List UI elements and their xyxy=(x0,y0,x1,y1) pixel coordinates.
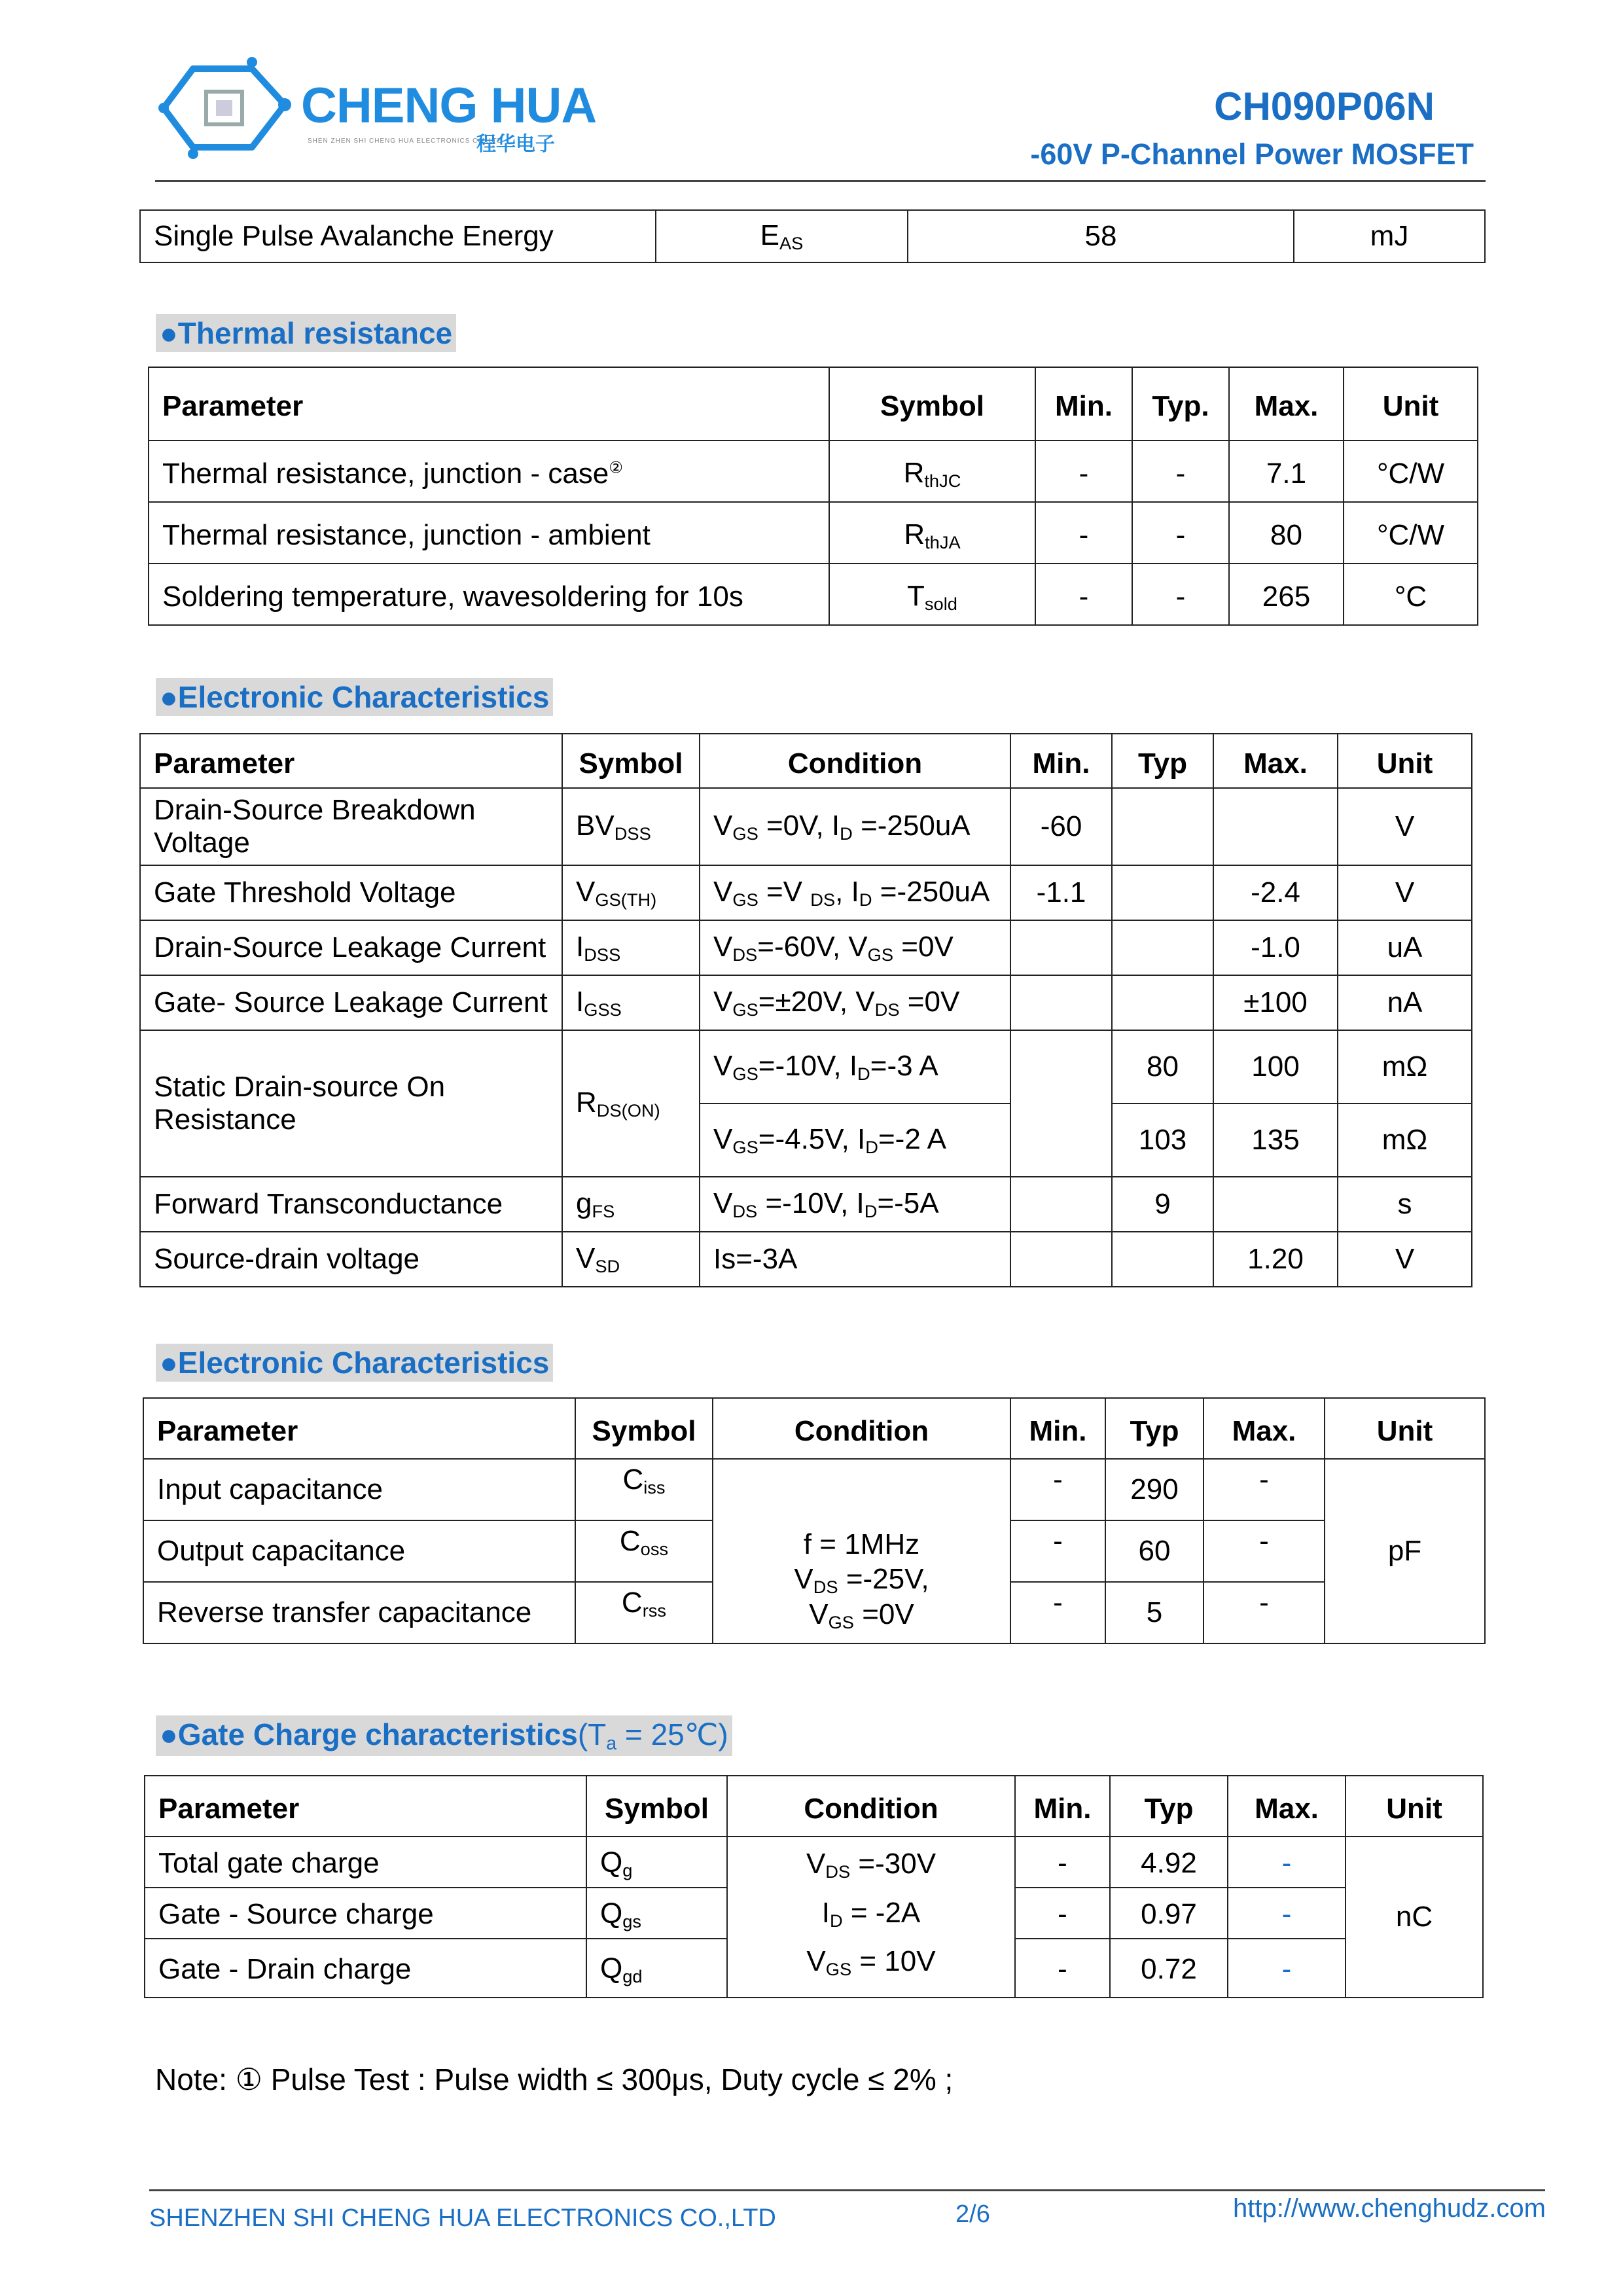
e1-symbol: $g_{FS}$ xyxy=(562,1177,700,1232)
thermal-symbol: $T_{sold}$ xyxy=(829,564,1035,625)
thermal-max: 7.1 xyxy=(1229,440,1344,502)
footnote-marker: ② xyxy=(609,459,623,477)
part-number: CH090P06N xyxy=(1214,84,1435,128)
e2-typ: 5 xyxy=(1105,1582,1204,1643)
column-header-typ: Typ xyxy=(1105,1398,1204,1459)
e1-symbol: $V_{SD}$ xyxy=(562,1232,700,1287)
column-header-parameter: Parameter xyxy=(145,1776,586,1837)
logo-text: CHENG HUA xyxy=(301,78,597,134)
e1-symbol: $V_{GS(TH)}$ xyxy=(562,865,700,920)
e1-unit: mΩ xyxy=(1338,1030,1472,1103)
e1-max: -1.0 xyxy=(1213,920,1338,975)
e1-condition: $V_{GS} =V$ $_{DS}$, $I_D =-250uA$ xyxy=(700,865,1010,920)
gc-unit: nC xyxy=(1346,1837,1483,1998)
column-header-condition: Condition xyxy=(700,734,1010,788)
e1-typ: 103 xyxy=(1112,1103,1213,1177)
e2-parameter: Reverse transfer capacitance xyxy=(143,1582,575,1643)
e1-parameter: Source-drain voltage xyxy=(140,1232,562,1287)
column-header-max: Max. xyxy=(1213,734,1338,788)
e1-min xyxy=(1010,1232,1112,1287)
table-row xyxy=(140,920,1472,975)
column-header-parameter: Parameter xyxy=(143,1398,575,1459)
e1-min xyxy=(1010,1030,1112,1177)
column-header-min: Min. xyxy=(1010,1398,1105,1459)
e1-condition: $V_{DS} =-10V$, $I_D=-5A$ xyxy=(700,1177,1010,1232)
e1-unit: s xyxy=(1338,1177,1472,1232)
electronic-characteristics-table-1 xyxy=(139,733,1472,1287)
e1-max: ±100 xyxy=(1213,975,1338,1030)
electronic-characteristics-table-2 xyxy=(143,1397,1486,1644)
e2-symbol: $C_{rss}$ xyxy=(575,1582,713,1643)
thermal-max: 80 xyxy=(1229,502,1344,564)
e2-unit: pF xyxy=(1325,1459,1485,1643)
e1-max xyxy=(1213,1177,1338,1232)
gc-min: - xyxy=(1015,1837,1110,1888)
table-row xyxy=(140,1232,1472,1287)
column-header-unit: Unit xyxy=(1338,734,1472,788)
e1-symbol: $I_{GSS}$ xyxy=(562,975,700,1030)
e1-unit: mΩ xyxy=(1338,1103,1472,1177)
e1-typ xyxy=(1112,1232,1213,1287)
thermal-parameter: Soldering temperature, wavesoldering for 10s xyxy=(149,564,829,625)
column-header-min: Min. xyxy=(1010,734,1112,788)
thermal-typ: - xyxy=(1132,564,1229,625)
header-divider xyxy=(155,180,1486,182)
column-header-condition: Condition xyxy=(727,1776,1015,1837)
thermal-symbol: $R_{thJA}$ xyxy=(829,502,1035,564)
table-row xyxy=(140,210,1485,262)
product-subtitle: -60V P-Channel Power MOSFET xyxy=(1030,137,1474,171)
e2-parameter: Input capacitance xyxy=(143,1459,575,1520)
thermal-typ: - xyxy=(1132,502,1229,564)
column-header-min: Min. xyxy=(1035,367,1132,440)
section-title-gate-charge: ●Gate Charge $characteristics(T_a$ = 25℃) xyxy=(156,1715,732,1756)
thermal-max: 265 xyxy=(1229,564,1344,625)
column-header-symbol: Symbol xyxy=(562,734,700,788)
e1-min xyxy=(1010,975,1112,1030)
thermal-typ: - xyxy=(1132,440,1229,502)
gc-symbol: $Q_g$ xyxy=(586,1837,727,1888)
column-header-max: Max. xyxy=(1229,367,1344,440)
gc-max: - xyxy=(1228,1837,1346,1888)
table-row xyxy=(143,1459,1485,1520)
e1-max: -2.4 xyxy=(1213,865,1338,920)
thermal-min: - xyxy=(1035,440,1132,502)
gc-symbol: $Q_{gs}$ xyxy=(586,1888,727,1939)
thermal-min: - xyxy=(1035,564,1132,625)
header-row xyxy=(140,734,1472,788)
table-row xyxy=(149,502,1478,564)
gate-charge-table xyxy=(144,1775,1484,1998)
e2-parameter: Output capacitance xyxy=(143,1520,575,1582)
gc-min: - xyxy=(1015,1888,1110,1939)
thermal-unit: °C/W xyxy=(1344,502,1478,564)
e2-max: - xyxy=(1204,1459,1325,1520)
e1-condition: $V_{GS}=-4.5V$, $I_D=-2$ A xyxy=(700,1103,1010,1177)
thermal-parameter: Thermal resistance, junction - ambient xyxy=(149,502,829,564)
column-header-unit: Unit xyxy=(1346,1776,1483,1837)
e1-symbol: $I_{DSS}$ xyxy=(562,920,700,975)
e1-symbol: $BV_{DSS}$ xyxy=(562,788,700,865)
e1-min: -60 xyxy=(1010,788,1112,865)
gc-parameter: Gate - Source charge xyxy=(145,1888,586,1939)
column-header-parameter: Parameter xyxy=(140,734,562,788)
avalanche-unit: mJ xyxy=(1294,210,1485,262)
gc-typ: 0.72 xyxy=(1110,1939,1228,1998)
thermal-min: - xyxy=(1035,502,1132,564)
e1-min xyxy=(1010,1177,1112,1232)
logo-subtext: SHEN ZHEN SHI CHENG HUA ELECTRONICS CO.,LTD xyxy=(308,137,503,145)
column-header-max: Max. xyxy=(1228,1776,1346,1837)
e1-max xyxy=(1213,788,1338,865)
e2-max: - xyxy=(1204,1582,1325,1643)
table-row xyxy=(149,564,1478,625)
column-header-parameter: Parameter xyxy=(149,367,829,440)
e1-typ xyxy=(1112,788,1213,865)
column-header-symbol: Symbol xyxy=(575,1398,713,1459)
gc-parameter: Gate - Drain charge xyxy=(145,1939,586,1998)
gate-charge-title-suffix: ($T_a$ = 25℃) xyxy=(577,1717,728,1755)
page-number: 2/6 xyxy=(955,2200,990,2228)
e1-unit: V xyxy=(1338,1232,1472,1287)
e1-condition: $V_{GS}=\pm 20V$, $V_{DS} =0V$ xyxy=(700,975,1010,1030)
gc-max: - xyxy=(1228,1888,1346,1939)
table-row xyxy=(140,1177,1472,1232)
thermal-table xyxy=(148,367,1478,626)
column-header-unit: Unit xyxy=(1344,367,1478,440)
e1-typ xyxy=(1112,865,1213,920)
header-row xyxy=(145,1776,1483,1837)
column-header-min: Min. xyxy=(1015,1776,1110,1837)
column-header-symbol: Symbol xyxy=(586,1776,727,1837)
thermal-unit: °C xyxy=(1344,564,1478,625)
e1-symbol: $R_{DS(ON)}$ xyxy=(562,1030,700,1177)
e1-typ xyxy=(1112,920,1213,975)
table-row xyxy=(140,1030,1472,1103)
e2-condition: f = 1MHz $V_{DS} =-25V$, $V_{GS} =0V$ xyxy=(713,1459,1010,1643)
thermal-unit: °C/W xyxy=(1344,440,1478,502)
section-title-electronic-1: ●Electronic Characteristics xyxy=(156,678,553,716)
e2-max: - xyxy=(1204,1520,1325,1582)
e2-min: - xyxy=(1010,1582,1105,1643)
logo-chinese-text: 程华电子 xyxy=(476,134,555,155)
e2-min: - xyxy=(1010,1459,1105,1520)
table-row xyxy=(149,440,1478,502)
logo-chip-icon xyxy=(154,56,298,167)
e2-typ: 290 xyxy=(1105,1459,1204,1520)
gc-typ: 4.92 xyxy=(1110,1837,1228,1888)
e1-unit: nA xyxy=(1338,975,1472,1030)
table-row xyxy=(140,788,1472,865)
gc-typ: 0.97 xyxy=(1110,1888,1228,1939)
avalanche-value: 58 xyxy=(908,210,1294,262)
footer-company: SHENZHEN SHI CHENG HUA ELECTRONICS CO.,LTD xyxy=(149,2204,776,2232)
e1-unit: V xyxy=(1338,865,1472,920)
table-row xyxy=(145,1837,1483,1888)
e1-condition: $V_{GS} =0V$, $I_D =-250uA$ xyxy=(700,788,1010,865)
e2-symbol: $C_{oss}$ xyxy=(575,1520,713,1582)
footer-url[interactable]: http://www.chenghudz.com xyxy=(1232,2194,1546,2223)
gc-parameter: Total gate charge xyxy=(145,1837,586,1888)
e1-min xyxy=(1010,920,1112,975)
e1-parameter: Forward Transconductance xyxy=(140,1177,562,1232)
e1-parameter: Drain-Source Breakdown Voltage xyxy=(140,788,562,865)
e2-symbol: $C_{iss}$ xyxy=(575,1459,713,1520)
column-header-unit: Unit xyxy=(1325,1398,1485,1459)
column-header-condition: Condition xyxy=(713,1398,1010,1459)
e1-condition: Is=-3A xyxy=(700,1232,1010,1287)
gc-symbol: $Q_{gd}$ xyxy=(586,1939,727,1998)
avalanche-symbol: $E_{AS}$ xyxy=(656,210,908,262)
gc-min: - xyxy=(1015,1939,1110,1998)
e1-max: 100 xyxy=(1213,1030,1338,1103)
footer-divider xyxy=(149,2189,1545,2191)
e2-min: - xyxy=(1010,1520,1105,1582)
column-header-typ: Typ xyxy=(1110,1776,1228,1837)
e1-max: 1.20 xyxy=(1213,1232,1338,1287)
e1-unit: uA xyxy=(1338,920,1472,975)
section-title-electronic-2: ●Electronic Characteristics xyxy=(156,1344,553,1382)
e1-condition: $V_{DS}=-60V$, $V_{GS} =0V$ xyxy=(700,920,1010,975)
column-header-max: Max. xyxy=(1204,1398,1325,1459)
gc-condition: $V_{DS} =-30V$ $I_D = -2A$ $V_{GS} = 10V$ xyxy=(727,1837,1015,1998)
e1-parameter: Static Drain-source On Resistance xyxy=(140,1030,562,1177)
gc-max: - xyxy=(1228,1939,1346,1998)
avalanche-table xyxy=(139,209,1486,263)
e1-max: 135 xyxy=(1213,1103,1338,1177)
thermal-symbol: $R_{thJC}$ xyxy=(829,440,1035,502)
header-row xyxy=(143,1398,1485,1459)
column-header-symbol: Symbol xyxy=(829,367,1035,440)
e1-min: -1.1 xyxy=(1010,865,1112,920)
e1-parameter: Gate- Source Leakage Current xyxy=(140,975,562,1030)
column-header-typ: Typ xyxy=(1112,734,1213,788)
e1-parameter: Gate Threshold Voltage xyxy=(140,865,562,920)
table-row xyxy=(140,975,1472,1030)
e2-typ: 60 xyxy=(1105,1520,1204,1582)
column-header-typ: Typ. xyxy=(1132,367,1229,440)
e1-unit: V xyxy=(1338,788,1472,865)
header-row xyxy=(149,367,1478,440)
thermal-parameter: Thermal resistance, junction - case② xyxy=(149,440,829,502)
e1-parameter: Drain-Source Leakage Current xyxy=(140,920,562,975)
e1-condition: $V_{GS}=-10V$, $I_D=-3$ A xyxy=(700,1030,1010,1103)
e1-typ xyxy=(1112,975,1213,1030)
e1-typ: 9 xyxy=(1112,1177,1213,1232)
table-row xyxy=(140,865,1472,920)
e1-typ: 80 xyxy=(1112,1030,1213,1103)
avalanche-parameter: Single Pulse Avalanche Energy xyxy=(140,210,656,262)
section-title-thermal: ●Thermal resistance xyxy=(156,314,456,352)
pulse-test-note: Note: ① Pulse Test : Pulse width ≤ 300μs, Duty cycle ≤ 2% ; xyxy=(155,2062,954,2096)
